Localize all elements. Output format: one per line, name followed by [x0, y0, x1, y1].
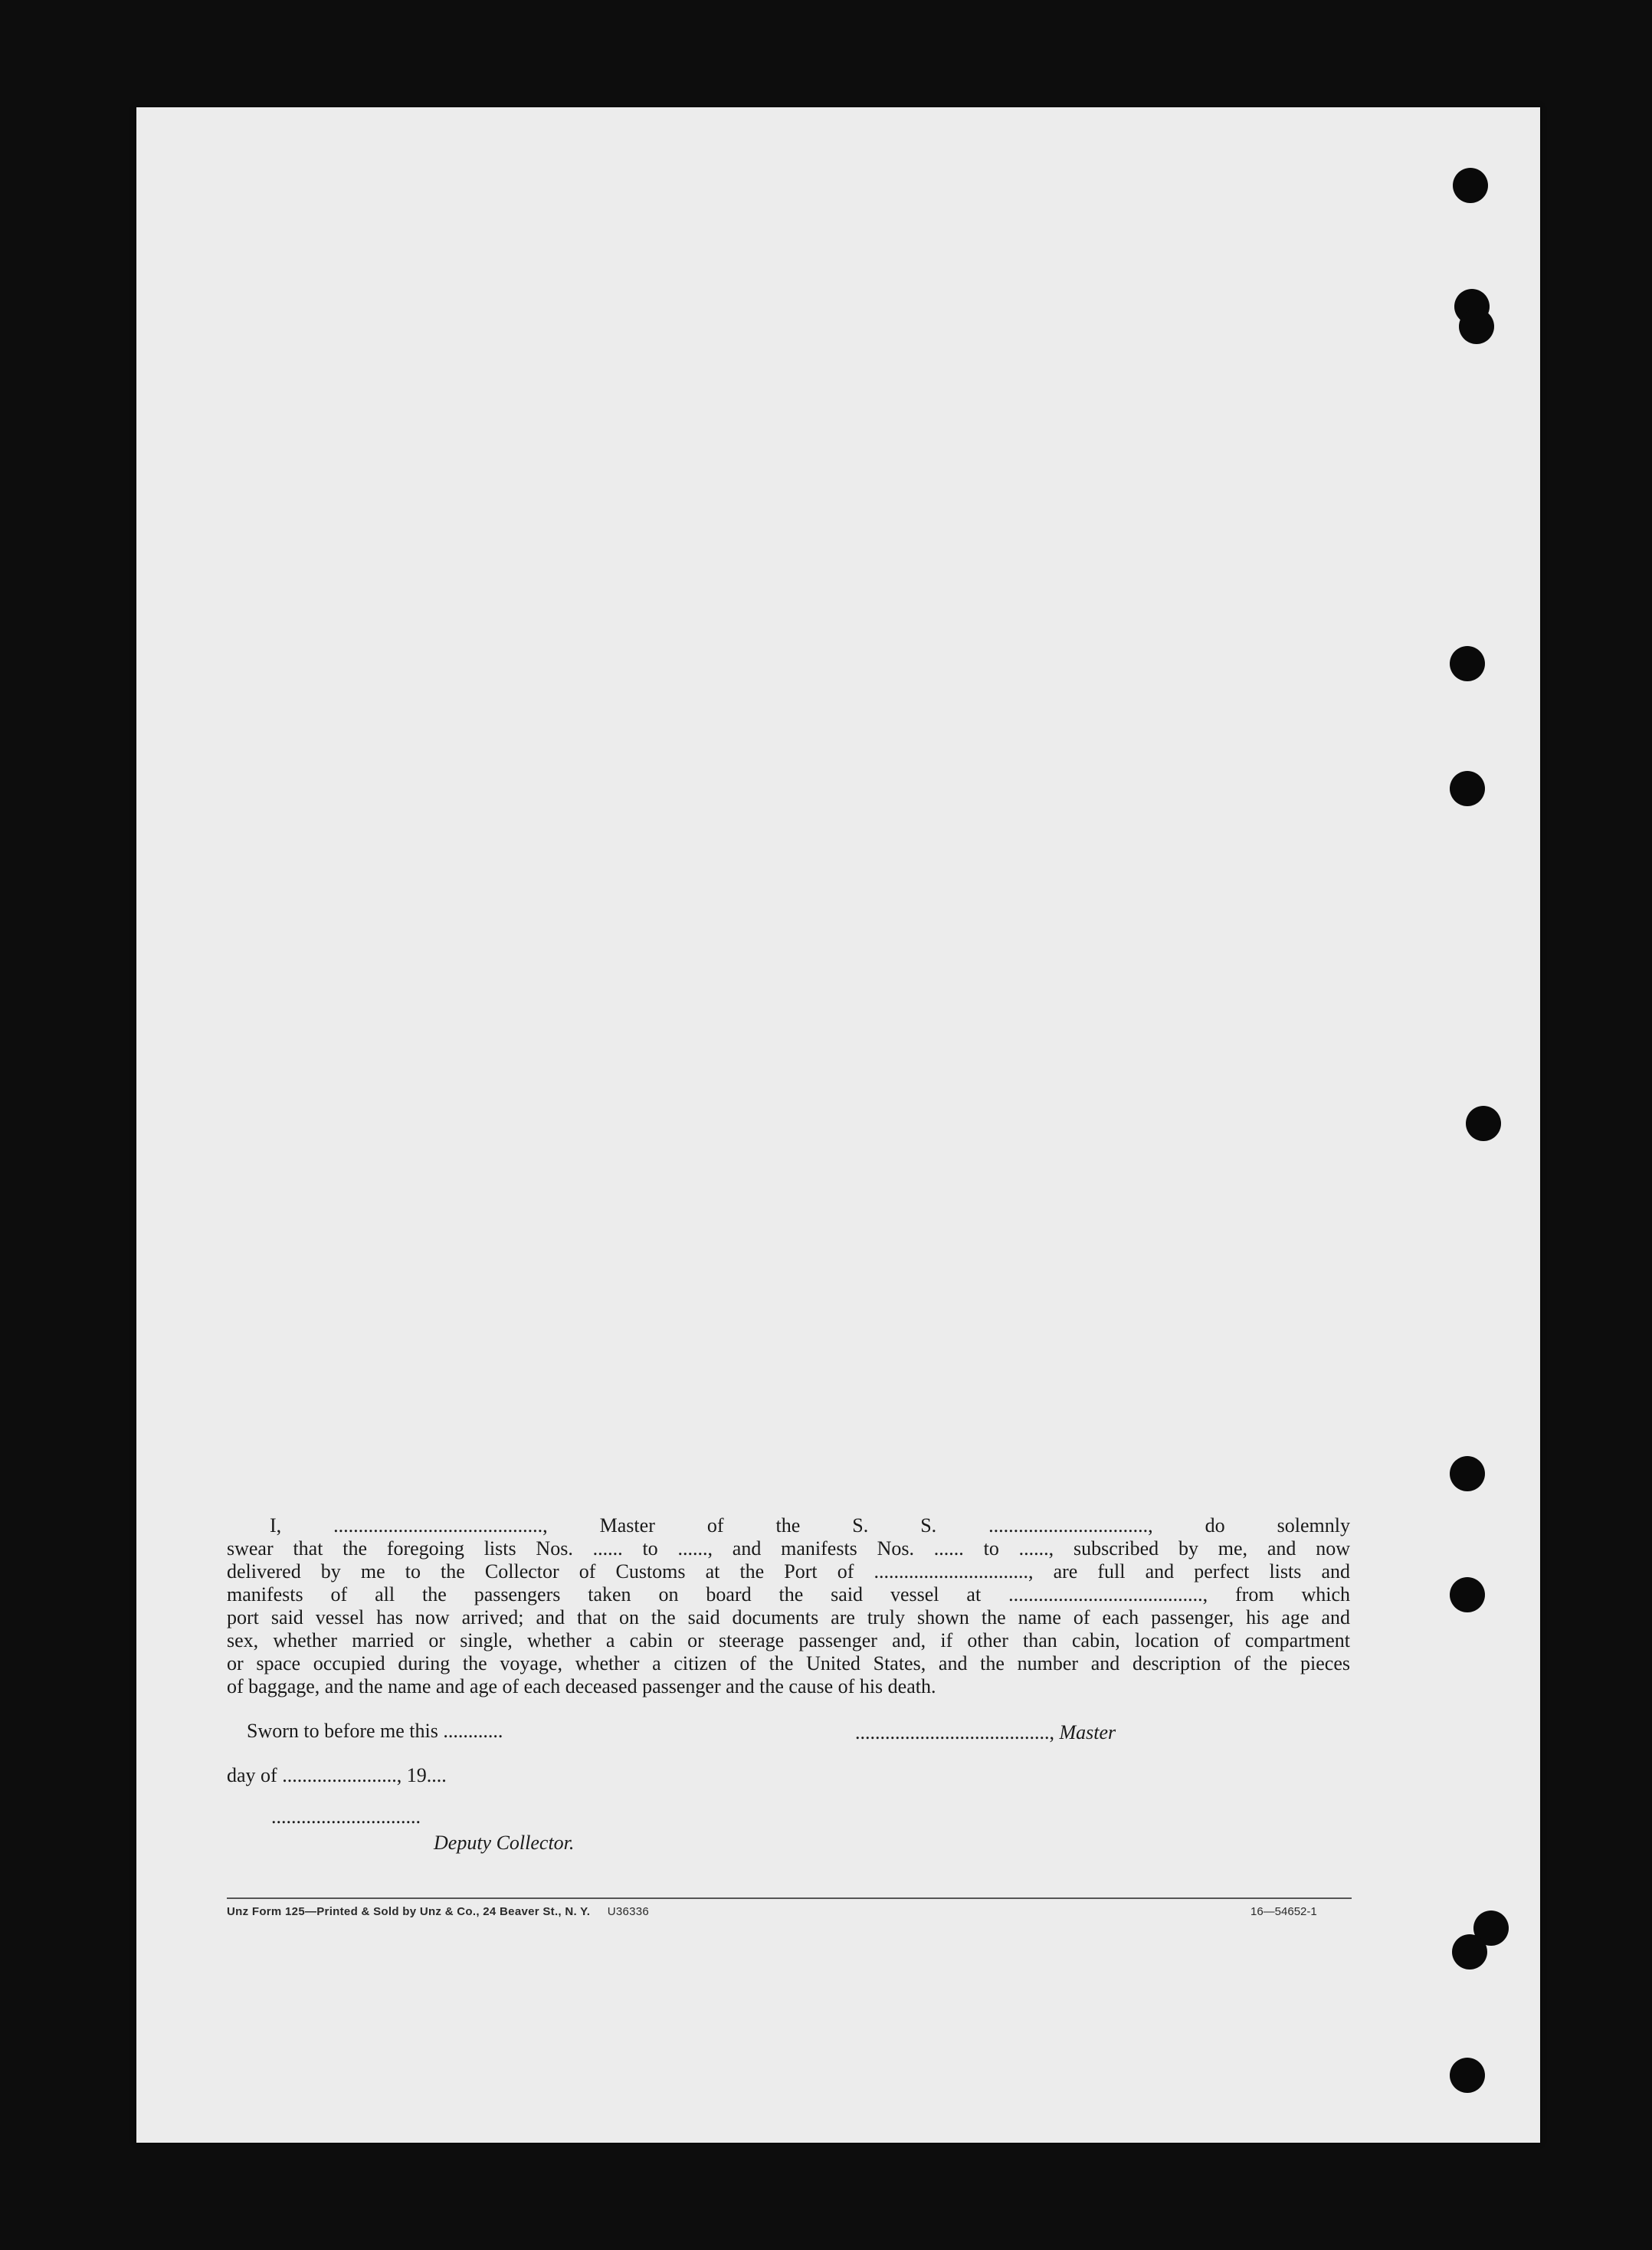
form-page: [136, 107, 1540, 2143]
binder-hole: [1450, 1577, 1485, 1612]
binder-hole: [1450, 771, 1485, 806]
master-signature-dots: .......................................,: [855, 1721, 1054, 1743]
footer-divider: [227, 1897, 1352, 1899]
deputy-signature-dots: ..............................: [271, 1806, 421, 1828]
oath-line: delivered by me to the Collector of Customs at the Port of ..............................., are full and perfect lists and: [227, 1560, 1350, 1583]
printer-code: U36336: [607, 1905, 650, 1918]
master-label: Master: [1059, 1721, 1116, 1743]
binder-hole: [1452, 1934, 1487, 1970]
oath-line: manifests of all the passengers taken on board the said vessel at ......................................., from which: [227, 1583, 1350, 1606]
binder-hole: [1453, 168, 1488, 203]
binder-hole: [1450, 2058, 1485, 2093]
oath-line: of baggage, and the name and age of each deceased passenger and the cause of his death.: [227, 1675, 936, 1697]
day-of-line: day of ......................., 19....: [227, 1764, 447, 1786]
oath-line: port said vessel has now arrived; and that on the said documents are truly shown the name of each passenger, his age and: [227, 1606, 1350, 1628]
oath-paragraph: [227, 1514, 1350, 1698]
oath-line: swear that the foregoing lists Nos. ...... to ......, and manifests Nos. ...... to ......, subscribed by me, and now: [227, 1537, 1350, 1560]
printer-text: Unz Form 125—Printed & Sold by Unz & Co., 24 Beaver St., N. Y.: [227, 1905, 591, 1918]
oath-line: I, .........................................., Master of the S. S. ................................, do solemnly: [270, 1514, 1350, 1537]
oath-line: or space occupied during the voyage, whether a citizen of the United States, and the number and description of the pieces: [227, 1652, 1350, 1674]
binder-hole: [1459, 309, 1494, 344]
oath-line: sex, whether married or single, whether a cabin or steerage passenger and, if other than cabin, location of compartment: [227, 1629, 1350, 1651]
deputy-collector-label: Deputy Collector.: [434, 1832, 575, 1854]
binder-hole: [1466, 1106, 1501, 1141]
binder-hole: [1450, 1456, 1485, 1491]
sworn-before-line: Sworn to before me this ............: [247, 1720, 503, 1742]
binder-hole: [1450, 646, 1485, 681]
printer-imprint: [227, 1905, 649, 1918]
form-number: 16—54652-1: [1250, 1905, 1317, 1918]
master-signature-line: [855, 1721, 1116, 1744]
